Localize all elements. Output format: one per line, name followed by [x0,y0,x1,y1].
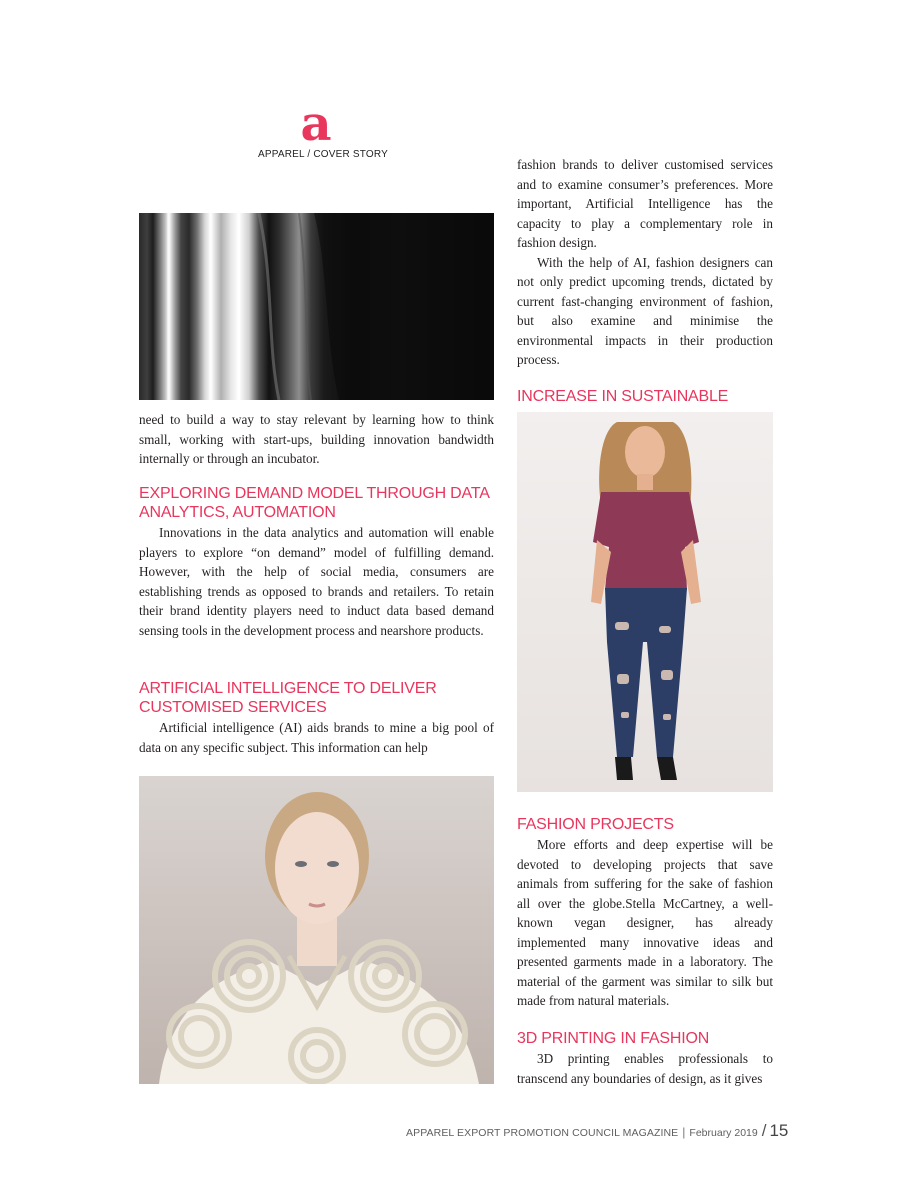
paragraph-fashion-projects: More efforts and deep expertise will be devoted to developing projects that save animals from suffering for the sake of fashion all over the globe.Stella McCartney, a well-known vegan designer, has already implemented many innovative ideas and presented garments made in a laboratory. The material of the garment was similar to silk but made from natural materials. [517,837,773,1008]
heading-3d-printing: 3D PRINTING IN FASHION [517,1030,710,1047]
footer-date: February 2019 [689,1127,758,1139]
heading-demand-model: EXPLORING DEMAND MODEL THROUGH DATA ANALYTICS, AUTOMATION [139,485,489,521]
page-number: 15 [769,1121,789,1140]
sculptural-garment-illustration [139,776,494,1084]
paragraph-ai-trends: With the help of AI, fashion designers can not only predict upcoming trends, dictated by current fast-changing environment of fashion, but also examine and minimise the environmental impacts in their production process. [517,254,773,367]
section-label: APPAREL / COVER STORY [258,149,388,160]
footer-magazine-name: APPAREL EXPORT PROMOTION COUNCIL MAGAZINE [406,1127,679,1139]
magazine-logo: a [300,96,332,152]
paragraph-ai: Artificial intelligence (AI) aids brands to mine a big pool of data on any specific subject. This information can help [139,720,494,755]
paragraph-3d-printing: 3D printing enables professionals to transcend any boundaries of design, as it gives [517,1051,773,1086]
model-jeans-photo [517,412,773,792]
heading-sustainable: INCREASE IN SUSTAINABLE [517,388,729,405]
model-illustration [517,412,773,792]
drapery-photo [139,213,494,400]
footer-separator: | [682,1125,686,1139]
paragraph-demand-model: Innovations in the data analytics and automation will enable players to explore “on demand” model of fulfilling demand. However, with the help of social media, consumers are establishing trends as opposed to brands and retailers. To retain their brand identity players need to induct data based demand sensing tools in the development process and nearshore products. [139,525,494,638]
right-section-3d [517,1029,773,1088]
drapery-shading [139,213,494,400]
left-section-1 [139,484,494,640]
sculptural-garment-photo [139,776,494,1084]
heading-sustainable-wrap [517,387,773,406]
heading-fashion-projects: FASHION PROJECTS [517,816,674,833]
page-footer [406,1121,788,1141]
footer-slash: / [761,1121,767,1140]
paragraph-ai-continued: fashion brands to deliver customised services and to examine consumer’s preferences. More important, Artificial Intelligence has the capacity to play a complementary role in fashion design. [517,157,773,250]
right-section-fashion [517,815,773,1011]
heading-ai: ARTIFICIAL INTELLIGENCE TO DELIVER CUSTOMISED SERVICES [139,680,437,716]
left-section-2 [139,679,494,757]
intro-paragraph: need to build a way to stay relevant by learning how to think small, working with start-ups, building innovation bandwidth internally or through an incubator. [139,412,494,466]
right-top-text [517,155,773,370]
left-intro [139,410,494,469]
